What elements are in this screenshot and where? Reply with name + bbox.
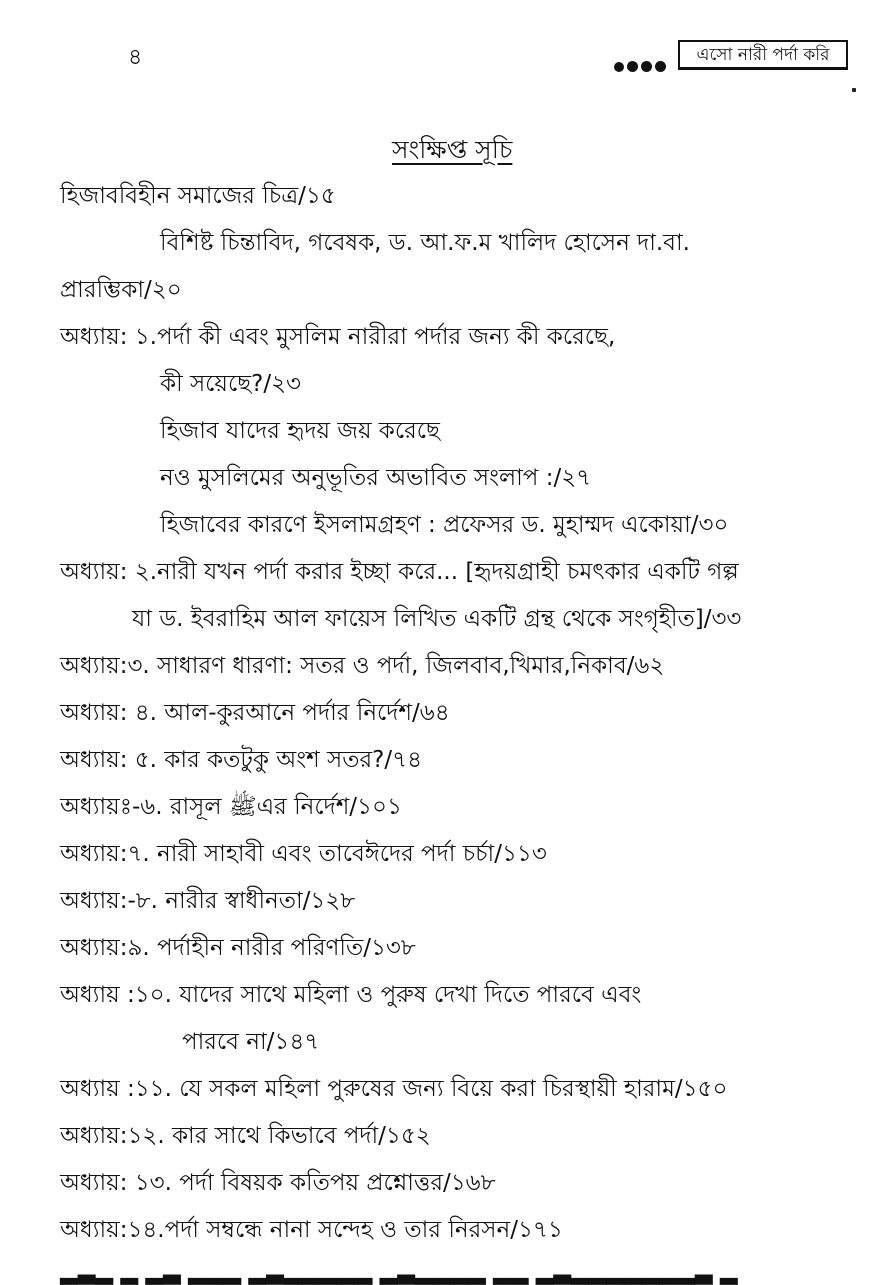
toc-entry: অধ্যায়: ৫. কার কতটুকু অংশ সতর?/৭৪ [60, 747, 422, 773]
toc-entry: অধ্যায়: ১.পর্দা কী এবং মুসলিম নারীরা পর্দার জন্য কী করেছে, [60, 324, 616, 350]
toc-entry: অধ্যায়:৯. পর্দাহীন নারীর পরিণতি/১৩৮ [60, 935, 416, 961]
toc-entry: অধ্যায়: ১৩. পর্দা বিষয়ক কতিপয় প্রশ্নোত্তর/১৬৮ [60, 1170, 496, 1196]
toc-entry: অধ্যায়ঃ-৬. রাসূল ﷺএর নির্দেশ/১০১ [60, 794, 402, 820]
toc-entry: অধ্যায়:-৮. নারীর স্বাধীনতা/১২৮ [60, 888, 356, 914]
toc-entry-continuation: কী সয়েছে?/২৩ [160, 371, 302, 397]
toc-entry: অধ্যায়:১৪.পর্দা সম্বন্ধে নানা সন্দেহ ও তার নিরসন/১৭১ [60, 1217, 563, 1243]
toc-entry-continuation: বিশিষ্ট চিন্তাবিদ, গবেষক, ড. আ.ফ.ম খালিদ হোসেন দা.বা. [160, 230, 690, 256]
toc-entry-continuation: যা ড. ইবরাহিম আল ফায়েস লিখিত একটি গ্রন্থ থেকে সংগৃহীত]/৩৩ [132, 606, 742, 632]
toc-entry: অধ্যায়:৭. নারী সাহাবী এবং তাবেঈদের পর্দা চর্চা/১১৩ [60, 841, 547, 867]
toc-entry: অধ্যায়: ২.নারী যখন পর্দা করার ইচ্ছা করে... [হৃদয়গ্রাহী চমৎকার একটি গল্প [60, 559, 739, 585]
cut-off-text: ▂▃▂ ▂ ▂▃ ▂▂▂ ▂▃▂▂▂▂▂ ▂▃▂▂▂▂ ▂▂ ▂▃▂▂▂▂▂▂▂▃ ▂ [60, 1259, 738, 1285]
toc-entry-continuation: হিজাবের কারণে ইসলামগ্রহণ : প্রফেসর ড. মুহাম্মদ একোয়া/৩০ [160, 512, 729, 538]
toc-entry: অধ্যায়: ৪. আল-কুরআনে পর্দার নির্দেশ/৬৪ [60, 700, 450, 726]
dot-icon [627, 61, 638, 72]
page-number: ৪ [128, 45, 143, 70]
running-header-book-title: এসো নারী পর্দা করি [678, 40, 848, 70]
dot-icon [614, 62, 624, 72]
cut-off-line-fragment [60, 1252, 738, 1285]
toc-entry: অধ্যায় :১০. যাদের সাথে মহিলা ও পুরুষ দেখা দিতে পারবে এবং [60, 982, 642, 1008]
toc-entry-continuation: পারবে না/১৪৭ [182, 1029, 320, 1055]
toc-entry-continuation: হিজাব যাদের হৃদয় জয় করেছে [160, 418, 440, 444]
toc-entry-continuation: নও মুসলিমের অনুভূতির অভাবিত সংলাপ :/২৭ [160, 465, 592, 491]
toc-entry: অধ্যায়:৩. সাধারণ ধারণা: সতর ও পর্দা, জিলবাব,খিমার,নিকাব/৬২ [60, 653, 665, 679]
toc-entry: অধ্যায় :১১. যে সকল মহিলা পুরুষের জন্য বিয়ে করা চিরস্থায়ী হারাম/১৫০ [60, 1076, 728, 1102]
print-speck [852, 88, 856, 92]
dot-icon [641, 61, 652, 72]
toc-entry: অধ্যায়:১২. কার সাথে কিভাবে পর্দা/১৫২ [60, 1123, 431, 1149]
dot-icon [655, 61, 666, 72]
toc-title: সংক্ষিপ্ত সূচি [392, 135, 513, 164]
toc-entry: হিজাববিহীন সমাজের চিত্র/১৫ [60, 183, 336, 209]
toc-entry: প্রারম্ভিকা/২০ [60, 277, 182, 303]
header-ornament-dots [614, 61, 666, 72]
